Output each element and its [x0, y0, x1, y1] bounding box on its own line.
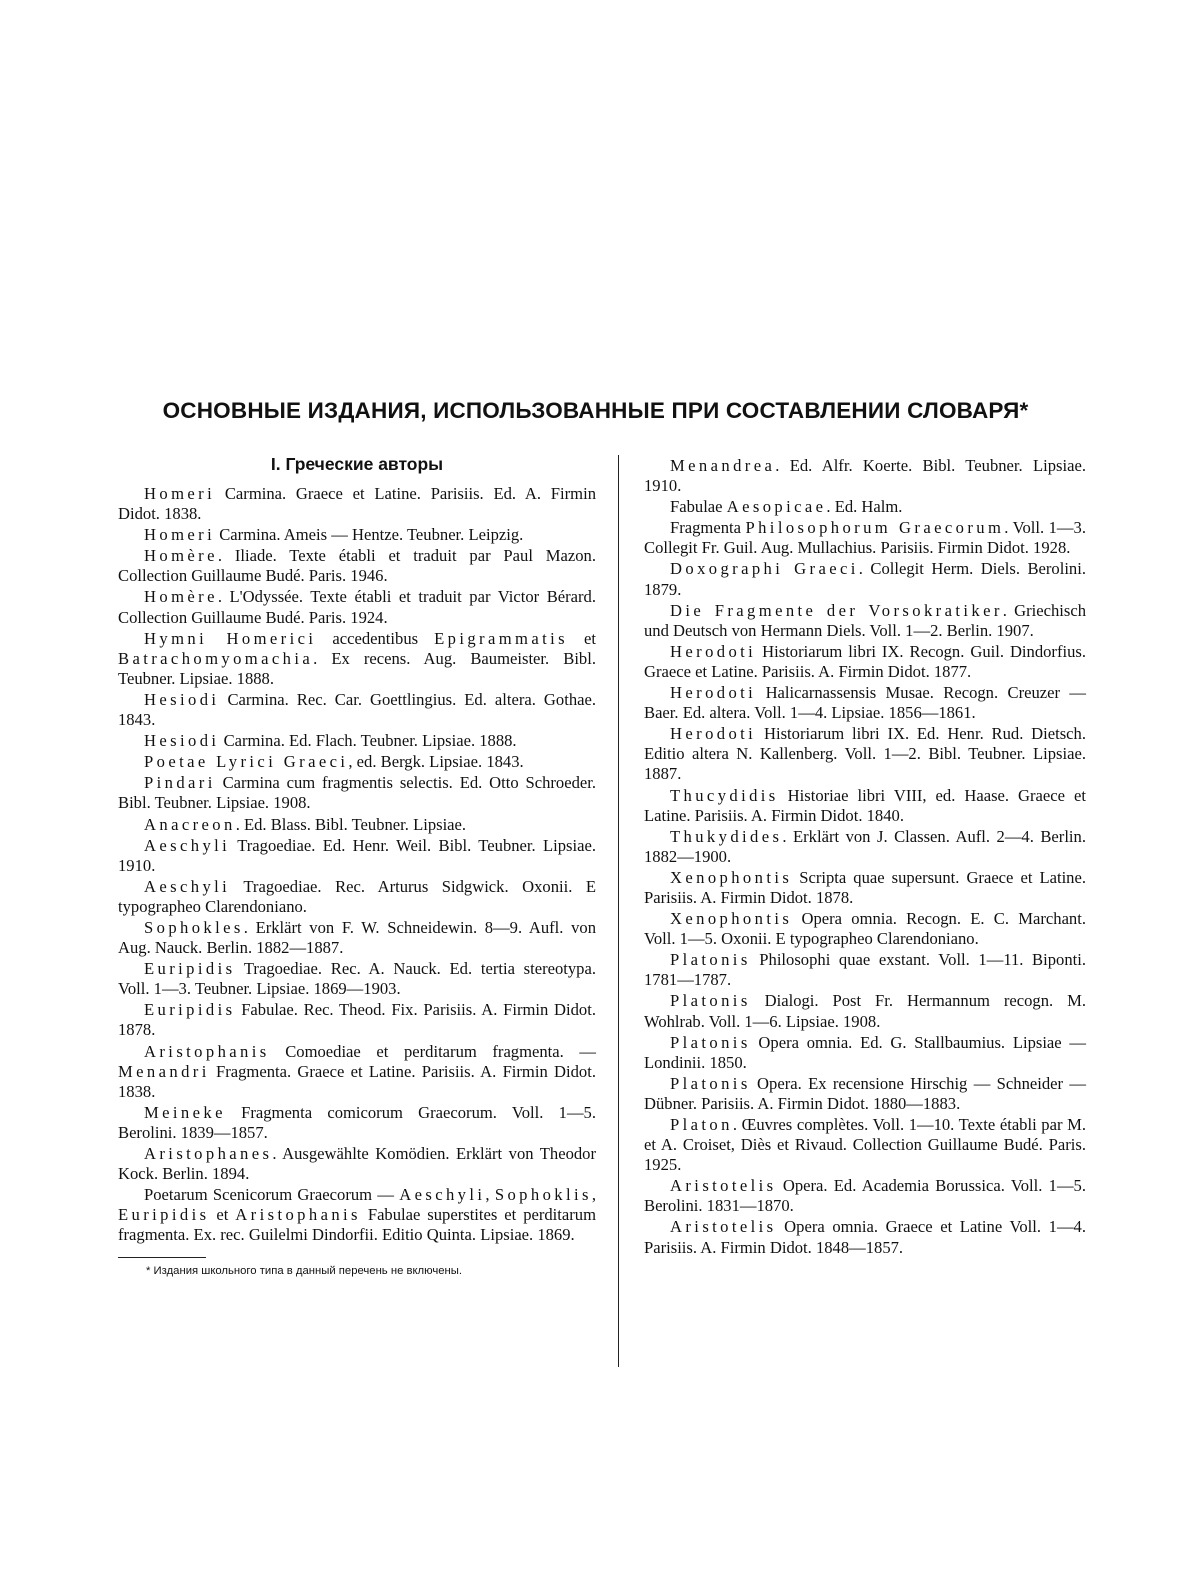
author-name: Euripidis: [118, 1205, 210, 1225]
entry-text: . Œuvres complètes. Voll. 1—10. Texte établi par M. et A. Croiset, Diès et Rivaud. Collection Guillaume Budé. Paris. 1925.: [644, 1115, 1086, 1175]
author-name: Pindari: [144, 773, 216, 793]
entry-text: Scripta quae supersunt. Graece et Latine. Parisiis. A. Firmin Didot. 1878.: [644, 867, 1086, 907]
author-name: Sophokles: [144, 917, 244, 937]
entry-text: et: [209, 1205, 236, 1225]
author-name: Sophoklis: [494, 1185, 592, 1205]
bibliography-entry: [644, 1074, 1086, 1114]
author-name: Euripidis: [144, 1000, 236, 1020]
bibliography-entry: [644, 683, 1086, 723]
bibliography-entry: [644, 1176, 1086, 1216]
entry-text: Carmina. Ed. Flach. Teubner. Lipsiae. 1888.: [219, 731, 517, 751]
author-name: Herodoti: [670, 724, 757, 744]
author-name: Platonis: [670, 950, 751, 970]
entry-text: . Ed. Halm.: [826, 497, 903, 517]
entry-text: Historiae libri VIII, ed. Haase. Graece et Latine. Parisiis. A. Firmin Didot. 1840.: [644, 785, 1086, 825]
right-column: [644, 456, 1086, 1259]
entry-text: ,: [591, 1185, 596, 1205]
bibliography-entry: [644, 497, 1086, 517]
bibliography-entry: [644, 827, 1086, 867]
author-name: Epigrammatis: [434, 628, 568, 648]
left-column: [118, 452, 596, 1278]
entry-text: Dialogi. Post Fr. Hermannum recogn. M. Wohlrab. Voll. 1—6. Lipsiae. 1908.: [644, 991, 1086, 1031]
entry-text: Comoediae et perditarum fragmenta. —: [269, 1041, 596, 1061]
entry-text: et: [568, 628, 596, 648]
footnote: * Издания школьного типа в данный перечень не включены.: [146, 1265, 463, 1278]
author-name: Thucydidis: [670, 785, 779, 805]
author-name: Die Fragmente der Vorsokratiker: [670, 600, 1003, 620]
entry-text: Opera omnia. Ed. G. Stallbaumius. Lipsiae — Londinii. 1850.: [644, 1032, 1086, 1072]
bibliography-list-left: [118, 484, 596, 1245]
entry-text: Tragoediae. Rec. Arturus Sidgwick. Oxonii. E typographeo Clarendoniano.: [118, 876, 596, 916]
entry-text: Opera omnia. Recogn. E. C. Marchant. Voll. 1—5. Oxonii. E typographeo Clarendoniano.: [644, 909, 1086, 949]
entry-text: Carmina. Rec. Car. Goettlingius. Ed. altera. Gothae. 1843.: [118, 689, 596, 730]
entry-text: Tragoediae. Ed. Henr. Weil. Bibl. Teubner. Lipsiae. 1910.: [118, 835, 596, 875]
author-name: Meineke: [144, 1102, 226, 1122]
author-name: Homère: [144, 587, 218, 607]
bibliography-entry: [118, 1042, 596, 1102]
entry-text: Philosophi quae exstant. Voll. 1—11. Biponti. 1781—1787.: [644, 950, 1086, 990]
entry-text: . Voll. 1—3. Collegit Fr. Guil. Aug. Mullachius. Parisiis. Firmin Didot. 1928.: [644, 518, 1086, 558]
entry-text: Fragmenta: [670, 518, 746, 538]
entry-text: Carmina. Ameis — Hentze. Teubner. Leipzig.: [215, 525, 524, 545]
author-name: Aeschyli: [144, 876, 231, 896]
entry-text: Fabulae superstites et perditarum fragmenta. Ex. rec. Guilelmi Dindorfii. Editio Quinta. Lipsiae. 1869.: [118, 1205, 596, 1245]
bibliography-entry: [644, 786, 1086, 826]
author-name: Hesiodi: [144, 689, 220, 709]
bibliography-entry: [118, 731, 596, 751]
author-name: Aristotelis: [670, 1217, 777, 1237]
entry-text: Fabulae: [670, 497, 727, 517]
column-divider: [618, 455, 619, 1367]
bibliography-entry: [118, 690, 596, 730]
bibliography-entry: [644, 1115, 1086, 1175]
bibliography-entry: [118, 959, 596, 999]
author-name: Aristophanis: [144, 1041, 270, 1061]
author-name: Platonis: [670, 1032, 751, 1052]
bibliography-entry: [644, 518, 1086, 558]
bibliography-entry: [118, 918, 596, 958]
entry-text: Halicarnassensis Musae. Recogn. Creuzer — Baer. Ed. altera. Voll. 1—4. Lipsiae. 1856—1861.: [644, 683, 1086, 723]
author-name: Aeschyli: [399, 1185, 486, 1205]
bibliography-entry: [118, 773, 596, 813]
bibliography-entry: [644, 1217, 1086, 1257]
bibliography-entry: [644, 909, 1086, 949]
bibliography-entry: [118, 1144, 596, 1184]
author-name: Platonis: [670, 1073, 751, 1093]
entry-text: . Griechisch und Deutsch von Hermann Diels. Voll. 1—2. Berlin. 1907.: [644, 600, 1086, 640]
entry-text: Fragmenta comicorum Graecorum. Voll. 1—5. Berolini. 1839—1857.: [118, 1102, 596, 1142]
author-name: Aeschyli: [144, 835, 231, 855]
entry-text: . Ex recens. Aug. Baumeister. Bibl. Teubner. Lipsiae. 1888.: [118, 648, 596, 688]
bibliography-entry: [118, 587, 596, 627]
author-name: Herodoti: [670, 641, 757, 661]
entry-text: Poetarum Scenicorum Graecorum —: [144, 1185, 400, 1205]
author-name: Euripidis: [144, 959, 236, 979]
author-name: Homeri: [144, 525, 216, 545]
author-name: Menandrea: [670, 456, 776, 475]
bibliography-entry: [118, 1000, 596, 1040]
entry-text: . Erklärt von F. W. Schneidewin. 8—9. Aufl. von Aug. Nauck. Berlin. 1882—1887.: [118, 917, 596, 958]
entry-text: . Ed. Blass. Bibl. Teubner. Lipsiae.: [235, 814, 467, 834]
bibliography-entry: [644, 724, 1086, 784]
bibliography-entry: [644, 456, 1086, 496]
bibliography-entry: [118, 1185, 596, 1245]
footnote-rule: [118, 1257, 206, 1258]
author-name: Philosophorum Graecorum: [745, 518, 1005, 538]
bibliography-entry: [118, 484, 596, 524]
author-name: Poetae Lyrici Graeci: [144, 752, 349, 772]
entry-text: . Ausgewählte Komödien. Erklärt von Theodor Kock. Berlin. 1894.: [118, 1144, 596, 1184]
entry-text: . Collegit Herm. Diels. Berolini. 1879.: [644, 559, 1086, 599]
author-name: Homeri: [144, 484, 216, 503]
page-title: ОСНОВНЫЕ ИЗДАНИЯ, ИСПОЛЬЗОВАННЫЕ ПРИ СОСТАВЛЕНИИ СЛОВАРЯ*: [162, 398, 1029, 423]
entry-text: Historiarum libri IX. Recogn. Guil. Dindorfius. Graece et Latine. Parisiis. A. Firmin Didot. 1877.: [644, 641, 1086, 681]
author-name: Hesiodi: [144, 731, 220, 751]
entry-text: ,: [485, 1185, 495, 1205]
author-name: Herodoti: [670, 683, 757, 703]
author-name: Platonis: [670, 991, 751, 1011]
entry-text: . L'Odyssée. Texte établi et traduit par Victor Bérard. Collection Guillaume Budé. Paris. 1924.: [118, 587, 596, 627]
bibliography-entry: [118, 877, 596, 917]
bibliography-list-right: [644, 456, 1086, 1258]
bibliography-entry: [644, 950, 1086, 990]
entry-text: Opera. Ed. Academia Borussica. Voll. 1—5. Berolini. 1831—1870.: [644, 1176, 1086, 1216]
author-name: Thukydides: [670, 826, 783, 846]
author-name: Aristophanes: [144, 1144, 273, 1163]
author-name: Platon: [670, 1115, 733, 1134]
entry-text: Opera. Ex recensione Hirschig — Schneider — Dübner. Parisiis. A. Firmin Didot. 1880—1883.: [644, 1073, 1086, 1113]
bibliography-entry: [118, 836, 596, 876]
entry-text: Opera omnia. Graece et Latine Voll. 1—4. Parisiis. A. Firmin Didot. 1848—1857.: [644, 1217, 1086, 1257]
bibliography-entry: [118, 525, 596, 545]
entry-text: Tragoediae. Rec. A. Nauck. Ed. tertia stereotypa. Voll. 1—3. Teubner. Lipsiae. 1869—1903.: [118, 959, 596, 999]
section-heading: I. Греческие авторы: [270, 454, 444, 474]
bibliography-entry: [644, 601, 1086, 641]
author-name: Xenophontis: [670, 867, 793, 887]
bibliography-entry: [118, 1103, 596, 1143]
entry-text: . Iliade. Texte établi et traduit par Paul Mazon. Collection Guillaume Budé. Paris. 1946.: [118, 546, 596, 586]
bibliography-entry: [118, 815, 596, 835]
entry-text: Carmina cum fragmentis selectis. Ed. Otto Schroeder. Bibl. Teubner. Lipsiae. 1908.: [118, 773, 596, 813]
bibliography-entry: [644, 868, 1086, 908]
author-name: Xenophontis: [670, 909, 793, 929]
bibliography-entry: [644, 559, 1086, 599]
bibliography-entry: [118, 629, 596, 689]
author-name: Menandri: [118, 1061, 210, 1081]
author-name: Hymni Homerici: [144, 628, 317, 648]
bibliography-entry: [644, 1033, 1086, 1073]
author-name: Doxographi Graeci: [670, 559, 859, 579]
entry-text: , ed. Bergk. Lipsiae. 1843.: [348, 752, 524, 772]
author-name: Aesopicae: [726, 497, 827, 517]
entry-text: Fragmenta. Graece et Latine. Parisiis. A. Firmin Didot. 1838.: [118, 1061, 596, 1101]
author-name: Aristophanis: [235, 1205, 361, 1225]
entry-text: accedentibus: [316, 628, 435, 648]
bibliography-entry: [644, 991, 1086, 1031]
entry-text: . Ed. Alfr. Koerte. Bibl. Teubner. Lipsiae. 1910.: [644, 456, 1086, 496]
bibliography-entry: [118, 752, 596, 772]
author-name: Homère: [144, 546, 218, 566]
entry-text: . Erklärt von J. Classen. Aufl. 2—4. Berlin. 1882—1900.: [644, 826, 1086, 866]
entry-text: Historiarum libri IX. Ed. Henr. Rud. Dietsch. Editio altera N. Kallenberg. Voll. 1—2. Bibl. Teubner. Lipsiae. 1887.: [644, 724, 1086, 784]
author-name: Aristotelis: [670, 1176, 777, 1196]
entry-text: Carmina. Graece et Latine. Parisiis. Ed. A. Firmin Didot. 1838.: [118, 484, 596, 524]
entry-text: Fabulae. Rec. Theod. Fix. Parisiis. A. Firmin Didot. 1878.: [118, 1000, 596, 1040]
bibliography-entry: [118, 546, 596, 586]
author-name: Anacreon: [144, 814, 236, 834]
bibliography-entry: [644, 642, 1086, 682]
author-name: Batrachomyomachia: [118, 648, 314, 668]
